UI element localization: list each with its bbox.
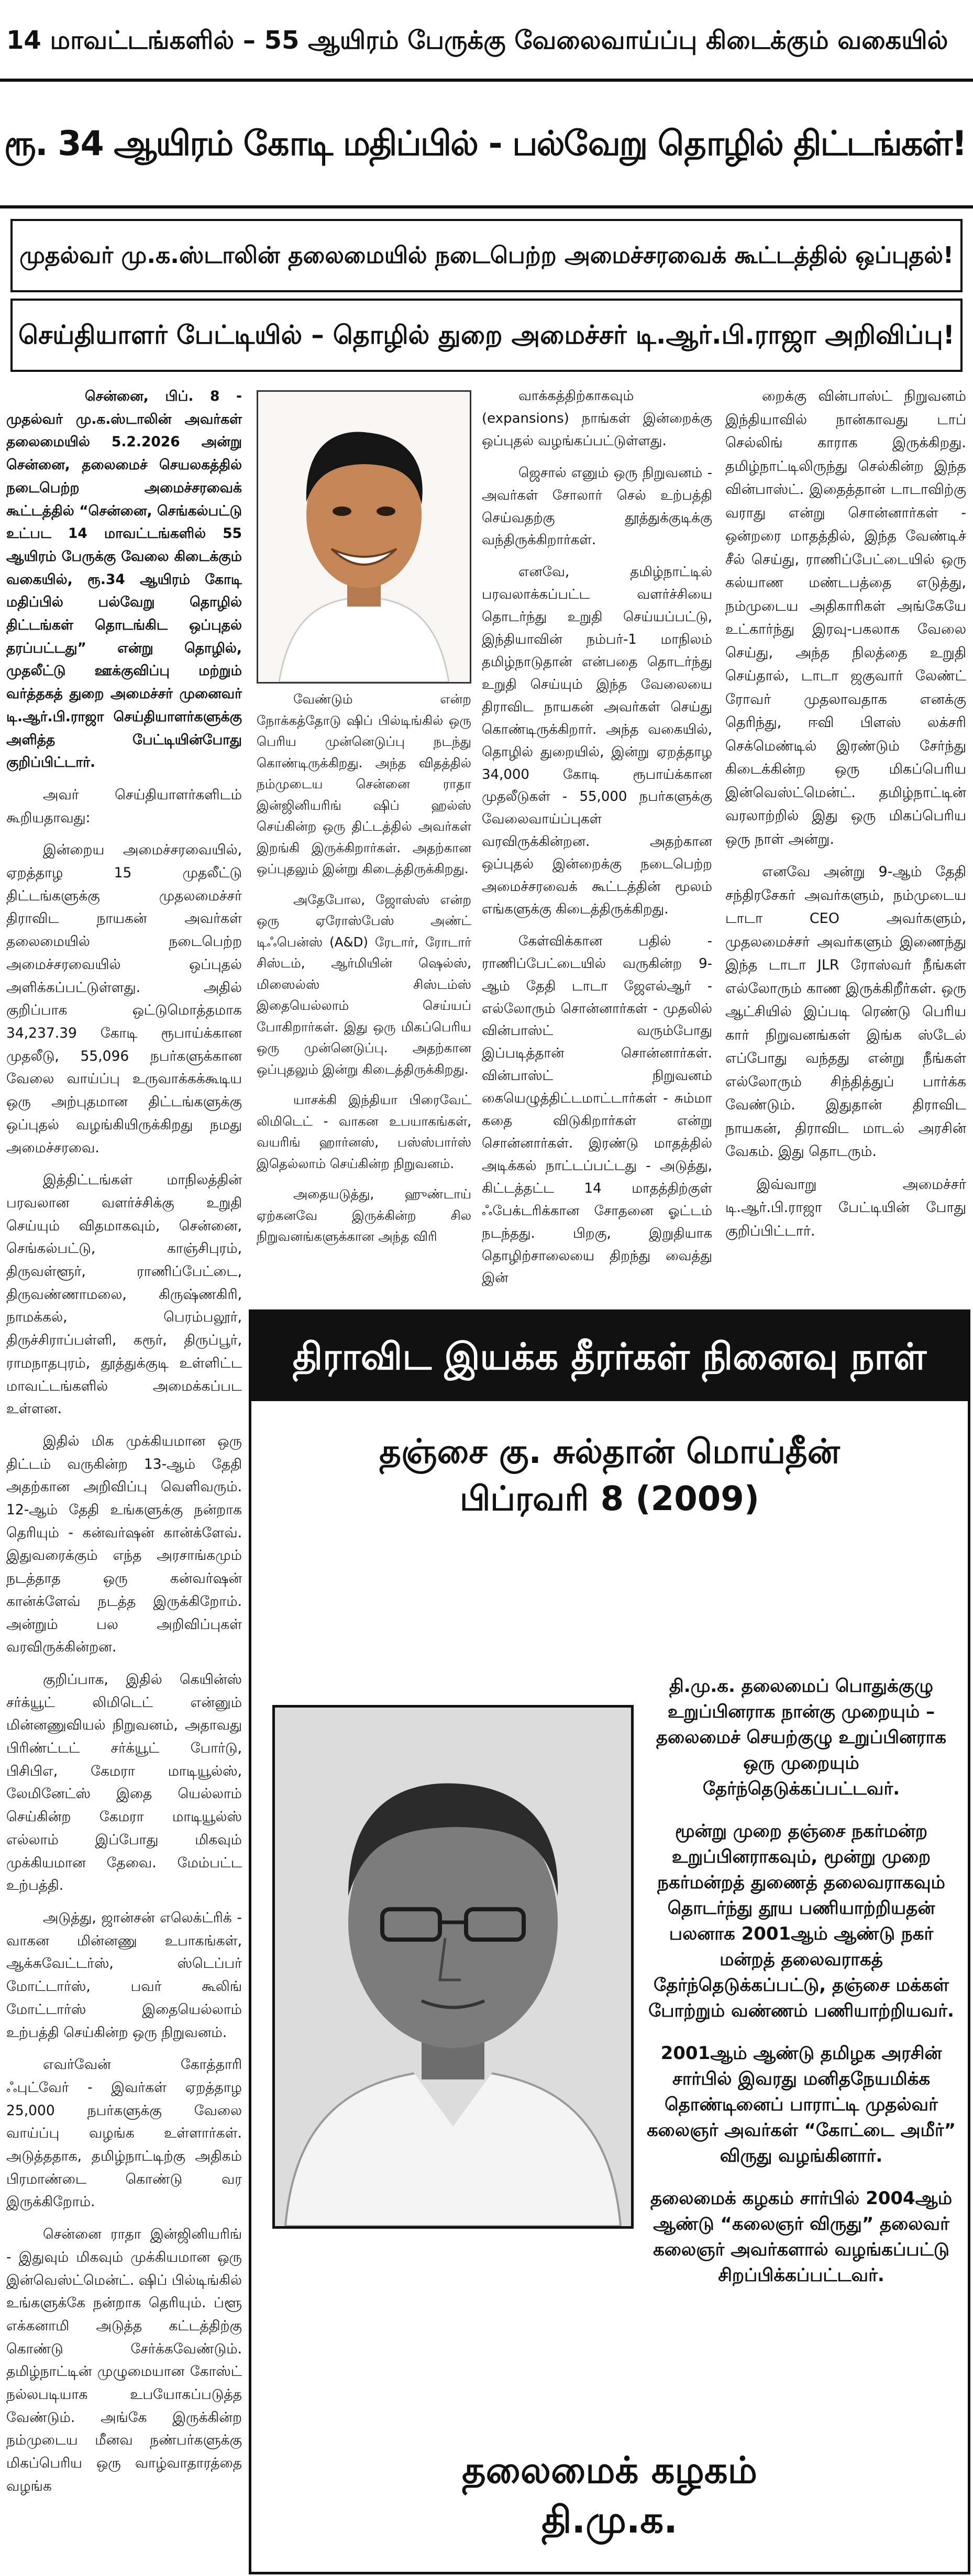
memorial-paragraph: தி.மு.க. தலைமைப் பொதுக்குழு உறுப்பினராக நான்கு முறையும் – தலைமைச் செயற்குழு உறுப்பினராக ஒரு முறையும் தேர்ந்தெடுக்கப்பட்டவர்.	[656, 1676, 947, 1799]
article-lead-paragraph: சென்னை, பிப். 8 - முதல்வர் மு.க.ஸ்டாலின் அவர்கள் தலைமையில் 5.2.2026 அன்று சென்னை, தலைமைச் செயலகத்தில் நடைபெற்ற அமைச்சரவைக் கூட்டத்தில் “சென்னை, செங்கல்பட்டு உட்பட 14 மாவட்டங்களில் 55 ஆயிரம் பேருக்கு வேலை கிடைக்கும் வகையில், ரூ.34 ஆயிரம் கோடி மதிப்பில் பல்வேறு தொழில் திட்டங்கள் தொடங்கிட ஒப்புதல் தரப்பட்டது” என்று தொழில், முதலீட்டு ஊக்குவிப்பு மற்றும் வர்த்தகத் துறை அமைச்சர் முனைவர் டி.ஆர்.பி.ராஜா செய்தியாளர்களுக்கு அளித்த பேட்டியின்போது குறிப்பிட்டார்.	[6, 388, 242, 771]
memorial-biography	[644, 1674, 958, 2305]
memorial-paragraph: 2001ஆம் ஆண்டு தமிழக அரசின் சார்பில் இவரது மனிதநேயமிக்க தொண்டினைப் பாராட்டி முதல்வர் கலைஞர் அவர்கள் “கோட்டை அமீர்” விருது வழங்கினார்.	[646, 2043, 956, 2166]
memorial-notice	[249, 1309, 970, 2574]
article-paragraph: ஜெசால் எனும் ஒரு நிறுவனம் - அவர்கள் சோலார் செல் உற்பத்தி செய்வதற்கு தூத்துக்குடிக்கு வந்திருக்கிறார்கள்.	[482, 465, 712, 548]
divider	[0, 205, 973, 208]
article-column-3	[482, 385, 712, 1299]
memorial-paragraph: தலைமைக் கழகம் சார்பில் 2004ஆம் ஆண்டு “கலைஞர் விருது” தலைவர் கலைஞர் அவர்களால் வழங்கப்பட்டு சிறப்பிக்கப்பட்டவர்.	[650, 2188, 953, 2286]
article-paragraph: குறிப்பாக, இதில் கெயின்ஸ் சர்க்யூட் லிமிடெட் என்னும் மின்னணுவியல் நிறுவனம், அதாவது பிரிண்ட்டட் சர்க்யூட் போர்டு, பிசிபிஎ, கேமரா மாடியூல்ஸ், லேமினேட்ஸ் இதை யெல்லாம் செய்கின்ற கேமரா மாடியூல்ஸ் எல்லாம் இப்போது மிகவும் முக்கியமான தேவை. மேம்பட்ட உற்பத்தி.	[6, 1671, 242, 1894]
subheadline-announcement: செய்தியாளர் பேட்டியில் – தொழில் துறை அமைச்சர் டி.ஆர்.பி.ராஜா அறிவிப்பு!	[10, 299, 963, 372]
article-column-4	[725, 385, 966, 1252]
portrait-image	[258, 392, 470, 682]
article-paragraph: எனவே அன்று 9-ஆம் தேதி சந்திரசேகர் அவர்களும், நம்முடைய டாடா CEO அவர்களும், முதலமைச்சர் அவர்களும் இணைந்து இந்த டாடா JLR ரோஸ்வர் நீங்கள் எல்லோரும் காண இருக்கிறீர்கள். ஒரு ஆட்சியில் இப்படி ரெண்டு பெரிய கார் நிறுவனங்கள் இங்க ஸ்டேல் எப்போது வந்தது என்று நீங்கள் எல்லோரும் சிந்தித்துப் பார்க்க வேண்டும். இதுதான் திராவிட நாயகன், திராவிட மாடல் அரசின் வேகம். இது தொடரும்.	[725, 864, 966, 1160]
article-paragraph: எவர்வேன் கோத்தாரி ஃபுட்வேர் - இவர்கள் ஏறத்தாழ 25,000 நபர்களுக்கு வேலை வாய்ப்பு வழங்க உள்ளார்கள். அடுத்ததாக, தமிழ்நாட்டிற்கு அதிகம் பிரமாண்டை கொண்டு வர இருக்கிறோம்.	[6, 2056, 242, 2210]
article-paragraph: வாக்கத்திற்காகவும் (expansions) நாங்கள் இன்றைக்கு ஒப்புதல் வழங்கப்பட்டுள்ளது.	[482, 388, 712, 449]
memorial-signature-party: தி.மு.க.	[541, 2498, 678, 2541]
portrait-image	[275, 1708, 631, 2226]
article-paragraph: கேள்விக்கான பதில் - ராணிப்பேட்டையில் வருகின்ற 9-ஆம் தேதி டாடா ஜேஎல்ஆர் - எல்லோரும் சொன்னார்கள் - முதலில் வின்பாஸ்ட் வரும்போது இப்படித்தான் சொன்னார்கள். வின்பாஸ்ட் நிறுவனம் கையெழுத்திட்டமாட்டார்கள் - சும்மா கதை விடுகிறார்கள் என்று சொன்னார்கள். இரண்டு மாதத்தில் அடிக்கல் நாட்டப்பட்டது - அடுத்து, கிட்டத்தட்ட 14 மாதத்திற்குள் ஃபேக்டரிக்கான சோதனை ஓட்டம் நடந்தது. பிறகு, இறுதியாக தொழிற்சாலையை திறந்து வைத்து இன்	[482, 933, 712, 1286]
article-paragraph: வேண்டும் என்ற நோக்கத்தோடு ஷிப் பில்டிங்கில் ஒரு பெரிய முன்னெடுப்பு நடந்து கொண்டிருக்கிறது. அந்த விதத்தில் நம்முடைய சென்னை ராதா இன்ஜினியரிங் ஷிப் ஹல்ஸ் செய்கின்ற ஒரு திட்டத்தில் அவர்கள் இறங்கி இருக்கிறார்கள். அதற்கான ஒப்புதலும் இன்று கிடைத்திருக்கிறது.	[257, 691, 471, 876]
memorial-portrait	[272, 1705, 634, 2229]
memorial-signature-org: தலைமைக் கழகம்	[462, 2449, 757, 2492]
article-paragraph: அவர் செய்தியாளர்களிடம் கூறியதாவது:	[6, 786, 242, 826]
article-paragraph: இதில் மிக முக்கியமான ஒரு திட்டம் வருகின்ற 13-ஆம் தேதி அதற்கான அறிவிப்பு வெளிவரும். 12-ஆம் தேதி உங்களுக்கு நன்றாக தெரியும் - கன்வர்ஷன் கான்க்ளேவ். இதுவரைக்கும் எந்த அரசாங்கமும் நடத்தாத ஒரு கன்வர்ஷன் கான்க்ளேவ் நடத்த இருக்கிறோம். அன்றும் பல அறிவிப்புகள் வரவிருக்கின்றன.	[6, 1433, 242, 1656]
article-paragraph: அதேபோல, ஜோஸ்ஸ் என்ற ஒரு ஏரோஸ்பேஸ் அண்ட் டிஃபென்ஸ் (A&D) ரேடார், ரோடார் சிஸ்டம், ஆர்மியின் ஷெல்ஸ், மிஸைல்ஸ் சிஸ்டம்ஸ் இதையெல்லாம் செய்யப் போகிறார்கள். இது ஒரு மிகப்பெரிய ஒரு முன்னெடுப்பு. அதற்கான ஒப்புதலும் இன்று கிடைத்திருக்கிறது.	[257, 891, 471, 1077]
article-paragraph: றைக்கு வின்பாஸ்ட் நிறுவனம் இந்தியாவில் நான்காவது டாப் செல்லிங் காராக இருக்கிறது. தமிழ்நாட்டிலிருந்து செல்கின்ற இந்த வின்பாஸ்ட். இதைத்தான் டாடாவிற்கு வராது என்று சொன்னார்கள் - ஒன்றரை மாதத்தில், இந்த வேண்டிச் சீல் செய்து, ராணிப்பேட்டையில் ஒரு கல்யாண மண்டபத்தை எடுத்து, நம்முடைய அதிகாரிகள் அங்கேயே உட்கார்ந்து இரவு-பகலாக வேலை செய்து, அந்த நிலத்தை உறுதி செய்தால், டாடா ஜகுவார் லேண்ட் ரோவர் முதலாவதாக எனக்கு தெரிந்து, ஈவி பிளஸ் லக்சரி செக்மெண்டில் இரண்டும் சேர்ந்து கிடைக்கின்ற ஒரு மிகப்பெரிய இன்வெஸ்ட்மென்ட். தமிழ்நாட்டின் வரலாற்றில் இது ஒரு மிகப்பெரிய ஒரு நாள் அன்று.	[725, 388, 966, 847]
memorial-banner-title: திராவிட இயக்க தீரர்கள் நினைவு நாள்	[251, 1312, 968, 1401]
article-paragraph: யாசக்கி இந்தியா பிரைவேட் லிமிடெட் - வாகன உபயாகங்கள், வயரிங் ஹார்னஸ், பஸ்ஸ்பார்ஸ் இதெல்லாம் செய்கின்ற நிறுவனம்.	[257, 1092, 471, 1171]
article-paragraph: சென்னை ராதா இன்ஜினியரிங் - இதுவும் மிகவும் முக்கியமான ஒரு இன்வெஸ்ட்மென்ட். ஷிப் பில்டிங்கில் உங்களுக்கே நன்றாக தெரியும். ப்ளூ எக்கனாமி அடுத்த கட்டத்திற்கு கொண்டு சேர்க்கவேண்டும். தமிழ்நாட்டின் முழுமையான கோஸ்ட் நல்லபடியாக உபயோகப்படுத்த வேண்டும். அங்கே இருக்கின்ற நம்முடைய மீனவ நண்பர்களுக்கு மிகப்பெரிய ஒரு வாழ்வாதாரத்தை வழங்க	[6, 2226, 242, 2494]
minister-photo	[257, 390, 471, 684]
article-paragraph: அடுத்து, ஜான்சன் எலெக்ட்ரிக் - வாகன மின்னணு உபாகங்கள், ஆக்சுவேட்டர்ஸ், ஸ்டெப்பர் மோட்டார்ஸ், பவர் கூலிங் மோட்டார்ஸ் இதையெல்லாம் உற்பத்தி செய்கின்ற ஒரு நிறுவனம்.	[6, 1910, 242, 2041]
memorial-paragraph: மூன்று முறை தஞ்சை நகர்மன்ற உறுப்பினராகவும், மூன்று முறை நகர்மன்றத் துணைத் தலைவராகவும் தொடர்ந்து தூய பணியாற்றியதன் பலனாக 2001ஆம் ஆண்டு நகர் மன்றத் தலைவராகத் தேர்ந்தெடுக்கப்பட்டு, தஞ்சை மக்கள் போற்றும் வண்ணம் பணியாற்றியவர்.	[648, 1821, 954, 2021]
divider	[0, 79, 973, 82]
article-paragraph: இன்றைய அமைச்சரவையில், ஏறத்தாழ 15 முதலீட்டு திட்டங்களுக்கு முதலமைச்சர் திராவிட நாயகன் அவர்கள் தலைமையில் நடைபெற்ற அமைச்சரவையில் ஒப்புதல் அளிக்கப்பட்டுள்ளது. அதில் குறிப்பாக ஒட்டுமொத்தமாக 34,237.39 கோடி ரூபாய்க்கான முதலீடு, 55,096 நபர்களுக்கான வேலை வாய்ப்பு உருவாக்கக்கூடிய ஒரு அற்புதமான திட்டங்களுக்கு ஒப்புதல் வழங்கியிருக்கிறது நமது அமைச்சரவை.	[6, 842, 242, 1156]
headline: ரூ. 34 ஆயிரம் கோடி மதிப்பில் - பல்வேறு தொழில் திட்டங்கள்!	[4, 124, 966, 163]
kicker-line: 14 மாவட்டங்களில் – 55 ஆயிரம் பேருக்கு வேலைவாய்ப்பு கிடைக்கும் வகையில்	[6, 26, 948, 55]
article-closing-paragraph: இவ்வாறு அமைச்சர் டி.ஆர்.பி.ராஜா பேட்டியின் போது குறிப்பிட்டார்.	[725, 1176, 966, 1239]
article-column-2	[257, 689, 471, 1257]
subheadline-approval: முதல்வர் மு.க.ஸ்டாலின் தலைமையில் நடைபெற்ற அமைச்சரவைக் கூட்டத்தில் ஒப்புதல்!	[10, 219, 963, 292]
article-paragraph: அதையடுத்து, ஹுண்டாய் ஏற்கனவே இருக்கின்ற சில நிறுவனங்களுக்கான அந்த விரி	[257, 1186, 471, 1244]
memorial-date: பிப்ரவரி 8 (2009)	[459, 1480, 760, 1518]
article-column-1	[6, 385, 242, 2507]
article-paragraph: இத்திட்டங்கள் மாநிலத்தின் பரவலான வளர்ச்சிக்கு உறுதி செய்யும் விதமாகவும், சென்னை, செங்கல்பட்டு, காஞ்சிபுரம், திருவள்ளூர், ராணிப்பேட்டை, திருவண்ணாமலை, கிருஷ்ணகிரி, நாமக்கல், பெரம்பலூர், திருச்சிராப்பள்ளி, கரூர், திருப்பூர், ராமநாதபுரம், தூத்துக்குடி உள்ளிட்ட மாவட்டங்களில் அமைக்கப்பட உள்ளன.	[6, 1172, 242, 1417]
memorial-person-name: தஞ்சை கு. சுல்தான் மொய்தீன்	[379, 1433, 840, 1471]
article-paragraph: எனவே, தமிழ்நாட்டில் பரவலாக்கப்பட்ட வளர்ச்சியை தொடர்ந்து உறுதி செய்யப்பட்டு, இந்தியாவின் நம்பர்-1 மாநிலம் தமிழ்நாடுதான் என்பதை தொடர்ந்து உறுதி செய்யும் இந்த வேலையை திராவிட நாயகன் அவர்கள் செய்து கொண்டிருக்கிறார். அந்த வகையில், தொழில் துறையில், இன்று ஏறத்தாழ 34,000 கோடி ரூபாய்க்கான முதலீடுகள் - 55,000 நபர்களுக்கு வேலைவாய்ப்புகள் வரவிருக்கின்றன. அதற்கான ஒப்புதல் இன்றைக்கு நடைபெற்ற அமைச்சரவைக் கூட்டத்தின் மூலம் எங்களுக்கு கிடைத்திருக்கிறது.	[482, 564, 712, 917]
